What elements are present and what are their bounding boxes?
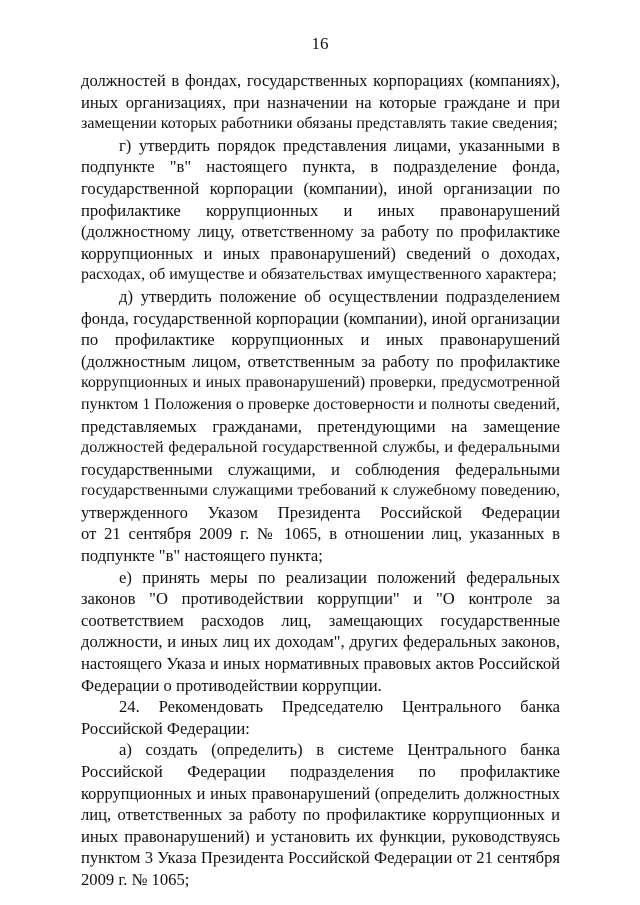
text-line: утвержденного Указом Президента Российской Федерации bbox=[81, 502, 560, 522]
text-line: коррупционных и иных правонарушений) проверки, предусмотренной bbox=[81, 374, 560, 392]
text-line: по профилактике коррупционных и иных правонарушений bbox=[81, 330, 560, 350]
text-line: Федерации о противодействии коррупции. bbox=[81, 675, 382, 695]
page-number: 16 bbox=[311, 34, 329, 53]
text-line: коррупционных и иных правонарушений (определить должностных bbox=[81, 783, 560, 803]
text-line: Российской Федерации подразделения по профилактике bbox=[81, 762, 560, 781]
text-line: подпункте "в" настоящего пункта; bbox=[81, 546, 323, 566]
text-line: должностей в фондах, государственных корпорациях (компаниях), bbox=[81, 71, 560, 90]
text-line: профилактике коррупционных и иных правонарушений bbox=[81, 200, 560, 220]
text-line: 24. Рекомендовать Председателю Центрального банка bbox=[119, 697, 560, 717]
text-line: представляемых гражданами, претендующими на замещение bbox=[81, 416, 560, 436]
text-line: подпункте "в" настоящего пункта, в подразделение фонда, bbox=[81, 157, 560, 177]
text-line: (должностным лицом, ответственным за работу по профилактике bbox=[81, 351, 560, 371]
text-line: должностей федеральной государственной службы, и федеральными bbox=[81, 438, 560, 457]
text-line: лиц, ответственных за работу по профилактике коррупционных и bbox=[81, 805, 560, 825]
text-line: г) утвердить порядок представления лицами, указанными в bbox=[119, 135, 560, 155]
text-line: замещении которых работники обязаны представлять такие сведения; bbox=[81, 115, 558, 133]
text-line: настоящего Указа и иных нормативных правовых актов Российской bbox=[81, 654, 560, 674]
text-line: государственными служащими, и соблюдения федеральными bbox=[81, 459, 560, 479]
text-line: коррупционных и иных правонарушений) сведений о доходах, bbox=[81, 243, 560, 263]
text-line: Российской Федерации: bbox=[81, 718, 250, 738]
text-line: 2009 г. № 1065; bbox=[81, 869, 190, 889]
text-line: соответствием расходов лиц, замещающих государственные bbox=[81, 610, 560, 630]
text-line: пунктом 1 Положения о проверке достоверности и полноты сведений, bbox=[81, 395, 560, 413]
text-line: законов "О противодействии коррупции" и "О контроле за bbox=[81, 589, 560, 609]
text-line: пунктом 3 Указа Президента Российской Федерации от 21 сентября bbox=[81, 848, 560, 868]
text-line: (должностному лицу, ответственному за работу по профилактике bbox=[81, 222, 560, 242]
text-line: от 21 сентября 2009 г. № 1065, в отношении лиц, указанных в bbox=[81, 524, 560, 544]
text-line: иных правонарушений) и установить их функции, руководствуясь bbox=[81, 826, 560, 846]
text-line: государственной корпорации (компании), иной организации по bbox=[81, 178, 560, 198]
text-line: а) создать (определить) в системе Центрального банка bbox=[119, 740, 560, 760]
text-line: государственными служащими требований к служебному поведению, bbox=[81, 482, 560, 500]
document-body bbox=[81, 70, 560, 891]
text-line: фонда, государственной корпорации (компании), иной организации bbox=[81, 308, 560, 328]
text-line: е) принять меры по реализации положений федеральных bbox=[119, 567, 560, 587]
text-line: должности, и иных лиц их доходам", других федеральных законов, bbox=[81, 632, 560, 652]
text-line: д) утвердить положение об осуществлении подразделением bbox=[119, 286, 560, 306]
text-line: расходах, об имуществе и обязательствах имущественного характера; bbox=[81, 266, 557, 284]
text-line: иных организациях, при назначении на которые граждане и при bbox=[81, 92, 560, 112]
